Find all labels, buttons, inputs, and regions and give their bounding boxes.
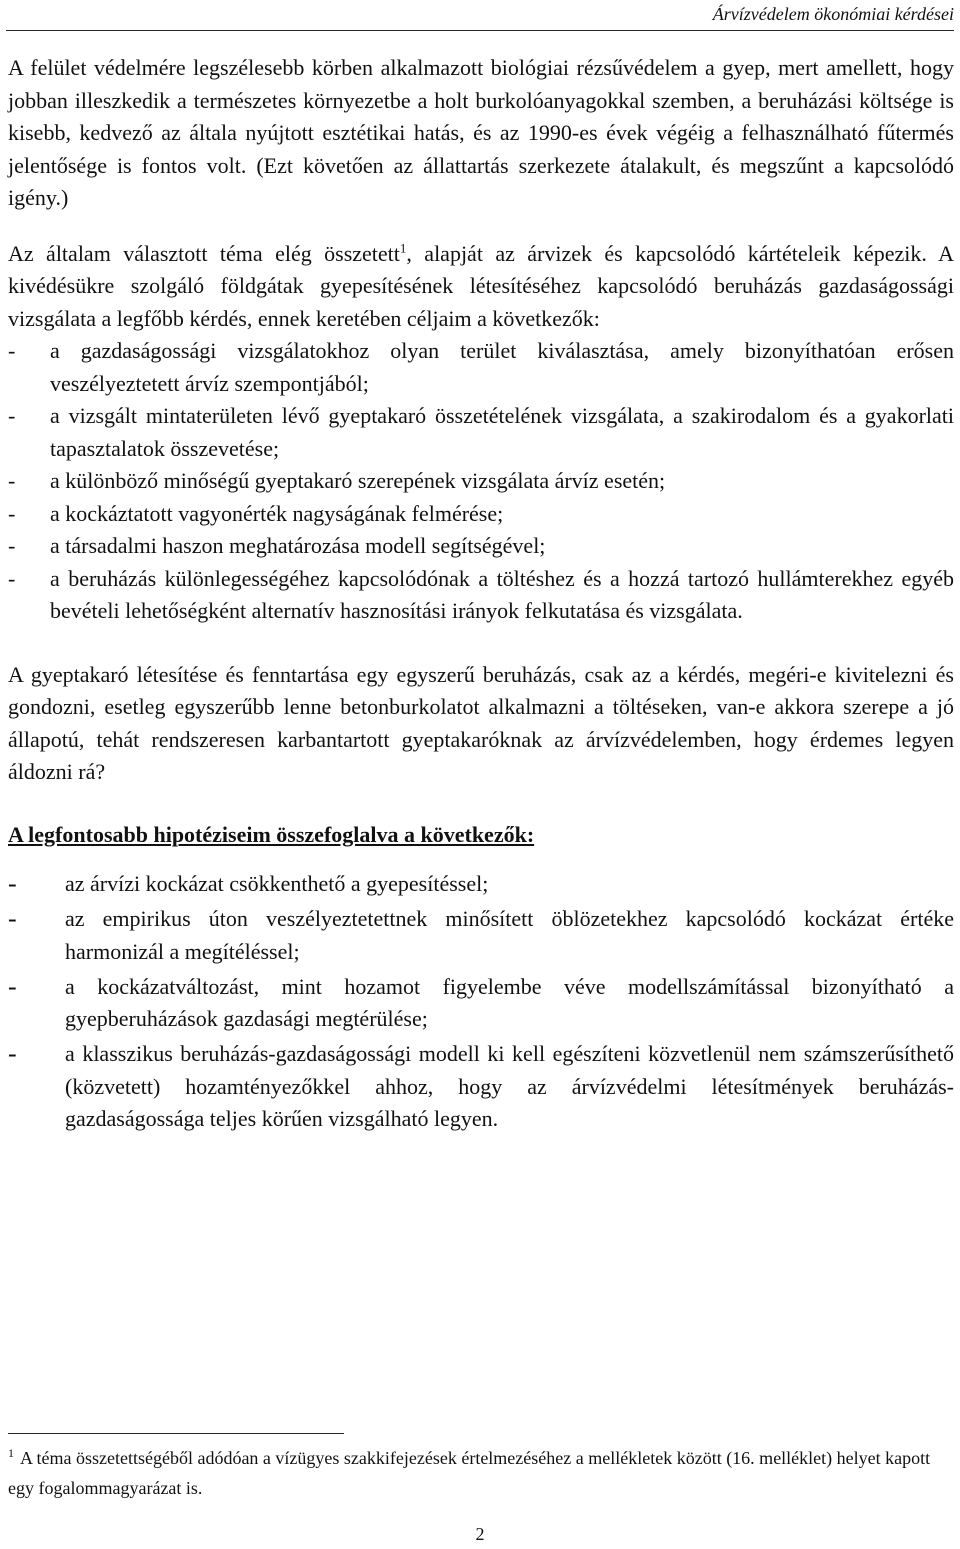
hypotheses-list <box>8 868 954 1136</box>
document-body <box>8 52 954 1138</box>
paragraph-grass-protection: A felület védelmére legszélesebb körben alkalmazott biológiai rézsűvédelem a gyep, mert amellett, hogy jobban illeszkedik a természetes környezetbe a holt burkolóanyagokkal szemben, a beruházási költsége is kisebb, kedvező az általa nyújtott esztétikai hatás, és az 1990-es évek végéig a felhasználható fűtermés jelentősége is fontos volt. (Ezt követően az állattartás szerkezete átalakult, és megszűnt a kapcsolódó igény.) <box>8 55 954 210</box>
header-rule <box>6 30 954 31</box>
footnote-reference[interactable]: 1 <box>399 240 407 256</box>
footnote-marker: 1 <box>8 1446 14 1460</box>
running-header: Árvízvédelem ökonómiai kérdései <box>712 4 954 24</box>
footnote-text: A téma összetettségéből adódóan a vízügyes szakkifejezések értelmezéséhez a mellékletek között (16. melléklet) helyet kapott egy fogalommagyarázat is. <box>8 1448 931 1498</box>
aim-item: - a vizsgált mintaterületen lévő gyeptakaró összetételének vizsgálata, a szakirodalom és a gyakorlati tapasztalatok összevetése; <box>8 400 954 465</box>
paragraph-topic-text-b: , alapját az árvizek és kapcsolódó kártételeik képezik. A kivédésükre szolgáló földgátak gyepesítésének létesítéséhez kapcsolódó beruházás gazdaságossági vizsgálata a legfőbb kérdés, ennek keretében céljaim a következők: <box>8 240 954 331</box>
aim-item: - a társadalmi haszon meghatározása modell segítségével; <box>8 530 954 563</box>
hypothesis-item: - a kockázatváltozást, mint hozamot figyelembe véve modellszámítással bizonyítható a gyepberuházások gazdasági megtérülése; <box>8 971 954 1036</box>
footnote <box>8 1443 954 1503</box>
page-number: 2 <box>475 1524 485 1544</box>
aim-item: - a beruházás különlegességéhez kapcsolódónak a töltéshez és a hozzá tartozó hullámterekhez egyéb bevételi lehetőségként alternatív hasznosítási irányok felkutatása és vizsgálata. <box>8 563 954 628</box>
paragraph-topic <box>8 238 954 336</box>
hypotheses-heading: A legfontosabb hipotéziseim összefoglalva a következők: <box>8 821 535 847</box>
aim-item: - a kockáztatott vagyonérték nagyságának felmérése; <box>8 498 954 531</box>
aims-list <box>8 335 954 628</box>
hypothesis-item: - az empirikus úton veszélyeztetettnek minősített öblözetekhez kapcsolódó kockázat értéke harmonizál a megítéléssel; <box>8 903 954 968</box>
hypothesis-item: - az árvízi kockázat csökkenthető a gyepesítéssel; <box>8 868 954 901</box>
footnote-separator <box>8 1433 344 1434</box>
aim-item: - a különböző minőségű gyeptakaró szerepének vizsgálata árvíz esetén; <box>8 465 954 498</box>
aim-item: - a gazdaságossági vizsgálatokhoz olyan terület kiválasztása, amely bizonyíthatóan erősen veszélyeztetett árvíz szempontjából; <box>8 335 954 400</box>
paragraph-topic-text-a: Az általam választott téma elég összetett <box>8 240 400 266</box>
paragraph-question: A gyeptakaró létesítése és fenntartása egy egyszerű beruházás, csak az a kérdés, megéri-e kivitelezni és gondozni, esetleg egyszerűbb lenne betonburkolatot alkalmazni a töltéseken, van-e akkora szerepe a jó állapotú, tehát rendszeresen karbantartott gyeptakaróknak az árvízvédelemben, hogy érdemes legyen áldozni rá? <box>8 661 954 784</box>
hypothesis-item: - a klasszikus beruházás-gazdaságossági modell ki kell egészíteni közvetlenül nem számszerűsíthető (közvetett) hozamtényezőkkel ahhoz, hogy az árvízvédelmi létesítmények beruházás-gazdaságossága teljes körűen vizsgálható legyen. <box>8 1038 954 1136</box>
